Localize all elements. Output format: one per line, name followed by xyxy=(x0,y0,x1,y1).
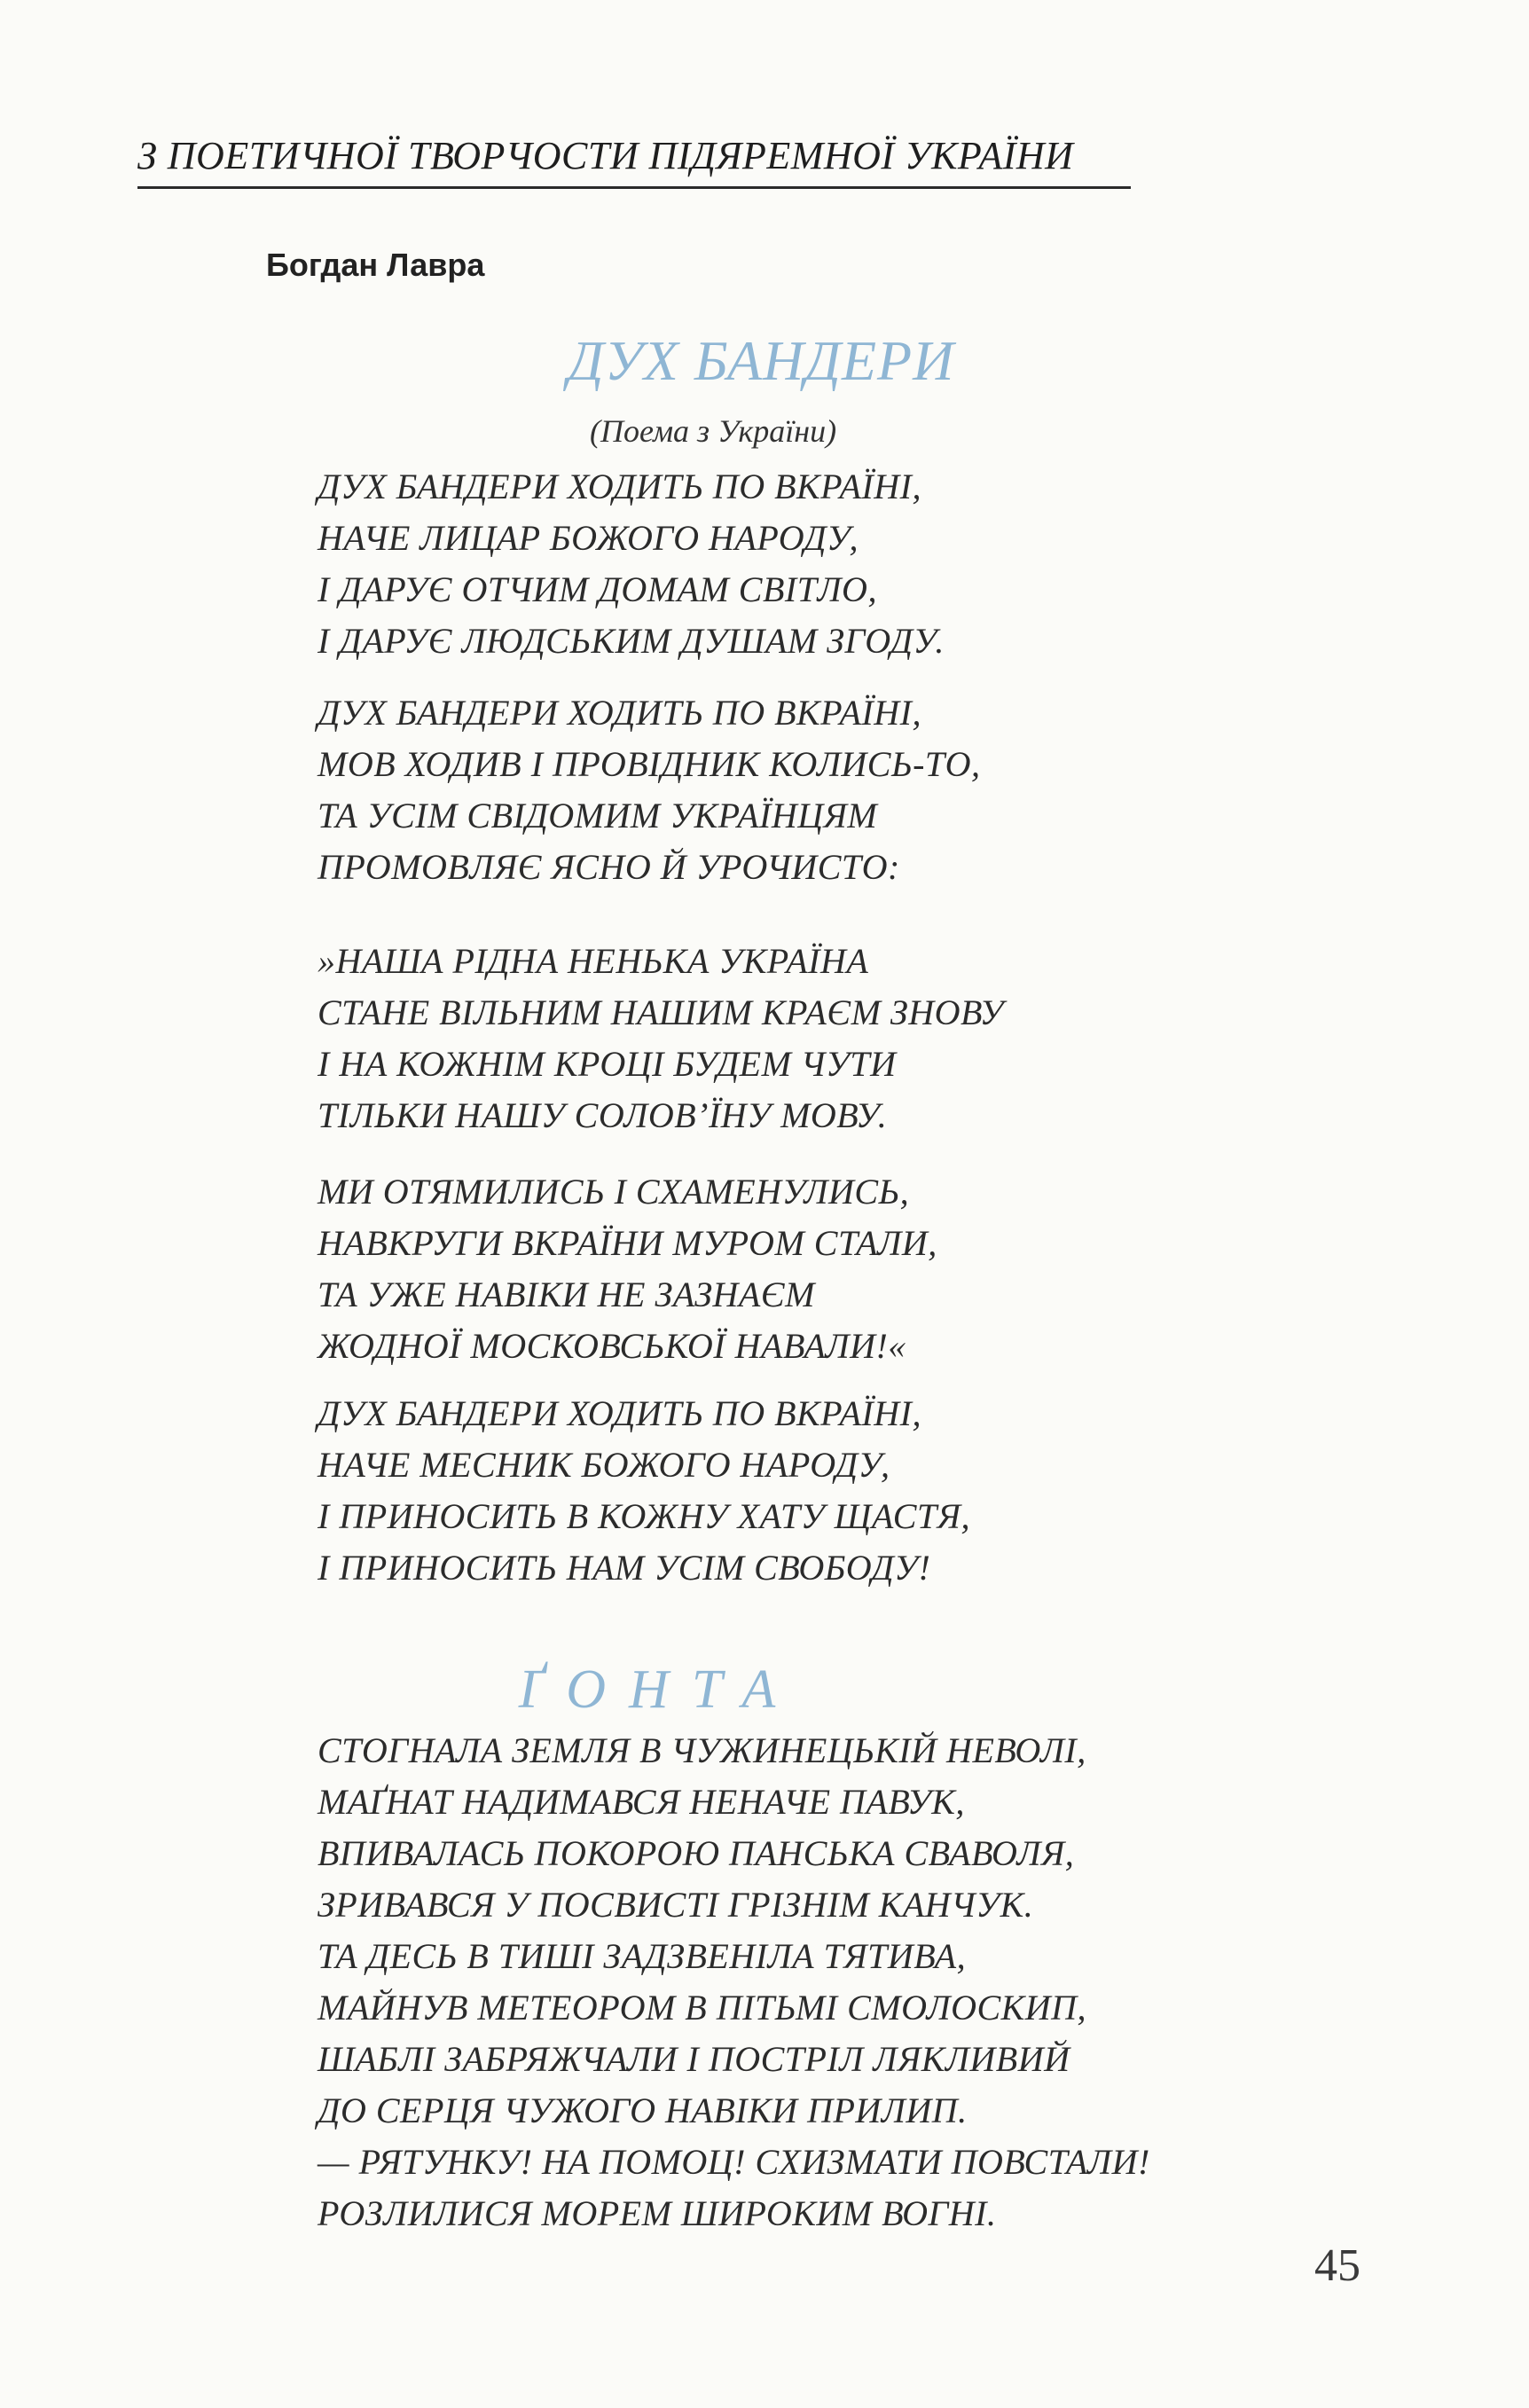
verse-line: НАЧЕ МЕСНИК БОЖОГО НАРОДУ, xyxy=(318,1445,890,1485)
stanza-4 xyxy=(318,1166,937,1372)
verse-line: ДО СЕРЦЯ ЧУЖОГО НАВІКИ ПРИЛИП. xyxy=(318,2090,968,2130)
verse-line: І ПРИНОСИТЬ В КОЖНУ ХАТУ ЩАСТЯ, xyxy=(318,1496,971,1536)
verse-line: ДУХ БАНДЕРИ ХОДИТЬ ПО ВКРАЇНІ, xyxy=(318,1393,921,1433)
verse-line: ДУХ БАНДЕРИ ХОДИТЬ ПО ВКРАЇНІ, xyxy=(318,467,921,506)
verse-line: НАЧЕ ЛИЦАР БОЖОГО НАРОДУ, xyxy=(318,518,859,558)
stanza-1 xyxy=(318,461,945,667)
verse-line: ШАБЛІ ЗАБРЯЖЧАЛИ І ПОСТРІЛ ЛЯКЛИВИЙ xyxy=(318,2039,1070,2079)
verse-line: СТОГНАЛА ЗЕМЛЯ В ЧУЖИНЕЦЬКІЙ НЕВОЛІ, xyxy=(318,1730,1086,1770)
verse-line: ЗРИВАВСЯ У ПОСВИСТІ ГРІЗНІМ КАНЧУК. xyxy=(318,1885,1034,1925)
verse-line: ЖОДНОЇ МОСКОВСЬКОЇ НАВАЛИ!« xyxy=(318,1326,906,1366)
verse-line: ТІЛЬКИ НАШУ СОЛОВ’ЇНУ МОВУ. xyxy=(318,1095,888,1135)
verse-line: МОВ ХОДИВ І ПРОВІДНИК КОЛИСЬ-ТО, xyxy=(318,744,981,784)
stanza-2 xyxy=(318,687,981,893)
verse-line: І НА КОЖНІМ КРОЦІ БУДЕМ ЧУТИ xyxy=(318,1044,897,1084)
verse-line: НАВКРУГИ ВКРАЇНИ МУРОМ СТАЛИ, xyxy=(318,1223,937,1263)
verse-line: І ПРИНОСИТЬ НАМ УСІМ СВОБОДУ! xyxy=(318,1548,931,1588)
verse-line: І ДАРУЄ ОТЧИМ ДОМАМ СВІТЛО, xyxy=(318,569,877,609)
verse-line: МАЙНУВ МЕТЕОРОМ В ПІТЬМІ СМОЛОСКИП, xyxy=(318,1988,1087,2028)
verse-line: ТА ДЕСЬ В ТИШІ ЗАДЗВЕНІЛА ТЯТИВА, xyxy=(318,1936,967,1976)
verse-line: »НАША РІДНА НЕНЬКА УКРАЇНА xyxy=(318,941,869,981)
stanza-5 xyxy=(318,1388,970,1594)
page-number: 45 xyxy=(1314,2240,1360,2291)
poem-honta-body xyxy=(318,1725,1150,2239)
stanza-3 xyxy=(318,936,1004,1141)
verse-line: СТАНЕ ВІЛЬНИМ НАШИМ КРАЄМ ЗНОВУ xyxy=(318,992,1004,1032)
author-name: Богдан Лавра xyxy=(266,247,485,283)
verse-line: ТА УЖЕ НАВІКИ НЕ ЗАЗНАЄМ xyxy=(318,1275,815,1314)
verse-line: ПРОМОВЛЯЄ ЯСНО Й УРОЧИСТО: xyxy=(318,847,900,887)
verse-line: І ДАРУЄ ЛЮДСЬКИМ ДУШАМ ЗГОДУ. xyxy=(318,621,945,661)
verse-line: МИ ОТЯМИЛИСЬ І СХАМЕНУЛИСЬ, xyxy=(318,1172,910,1212)
verse-line: ТА УСІМ СВІДОМИМ УКРАЇНЦЯМ xyxy=(318,796,878,835)
verse-line: ВПИВАЛАСЬ ПОКОРОЮ ПАНСЬКА СВАВОЛЯ, xyxy=(318,1833,1075,1873)
poem-title-honta: ҐОНТА xyxy=(519,1659,799,1720)
verse-line: МАҐНАТ НАДИМАВСЯ НЕНАЧЕ ПАВУК, xyxy=(318,1782,965,1822)
running-head: З ПОЕТИЧНОЇ ТВОРЧОСТИ ПІДЯРЕМНОЇ УКРАЇНИ xyxy=(137,134,1074,177)
poem-subtitle: (Поема з України) xyxy=(590,413,837,449)
verse-line: ДУХ БАНДЕРИ ХОДИТЬ ПО ВКРАЇНІ, xyxy=(318,693,921,733)
verse-line: РОЗЛИЛИСЯ МОРЕМ ШИРОКИМ ВОГНІ. xyxy=(318,2193,997,2233)
verse-line: — РЯТУНКУ! НА ПОМОЦ! СХИЗМАТИ ПОВСТАЛИ! xyxy=(318,2142,1150,2182)
poem-title-dukh-bandery: ДУХ БАНДЕРИ xyxy=(568,329,955,392)
running-head-rule xyxy=(137,186,1131,189)
